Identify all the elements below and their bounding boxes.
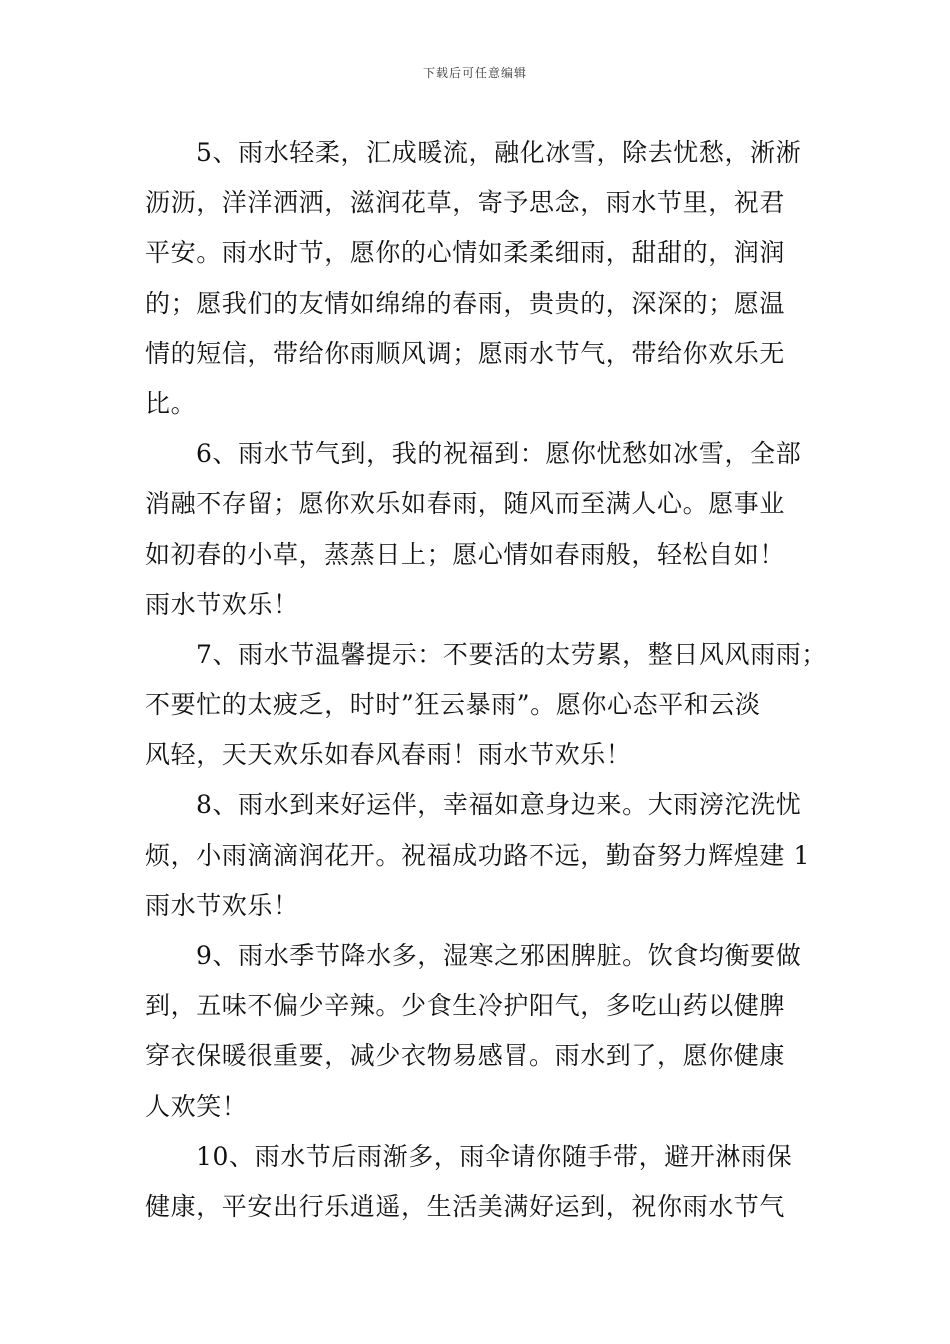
text-line: 雨水节欢乐！	[145, 589, 299, 619]
text-line: 6、雨水节气到，我的祝福到：愿你忧愁如冰雪，全部	[196, 439, 802, 469]
text-line: 9、雨水季节降水多，湿寒之邪困脾脏。饮食均衡要做	[196, 941, 802, 970]
text-line: 健康，平安出行乐逍遥，生活美满好运到，祝你雨水节气	[145, 1191, 786, 1221]
text-line: 比。	[145, 388, 197, 418]
text-line: 不要忙的太疲乏，时时”狂云暴雨”。愿你心态平和云淡	[145, 690, 761, 720]
text-line: 风轻，天天欢乐如春风春雨！雨水节欢乐！	[145, 740, 632, 770]
paragraph-8	[145, 780, 825, 931]
text-line: 5、雨水轻柔，汇成暖流，融化冰雪，除去忧愁，淅淅	[196, 138, 802, 167]
text-line: 如初春的小草，蒸蒸日上；愿心情如春雨般，轻松自如！	[145, 539, 786, 569]
paragraph-5	[145, 128, 825, 429]
text-line: 沥沥，洋洋洒洒，滋润花草，寄予思念，雨水节里，祝君	[145, 188, 786, 218]
text-line: 人欢笑！	[145, 1091, 248, 1121]
text-line: 情的短信，带给你雨顺风调；愿雨水节气，带给你欢乐无	[145, 338, 786, 368]
paragraph-9	[145, 931, 825, 1132]
text-line: 雨水节欢乐！	[145, 890, 299, 920]
text-line: 平安。雨水时节，愿你的心情如柔柔细雨，甜甜的，润润	[145, 238, 786, 268]
text-line: 的；愿我们的友情如绵绵的春雨，贵贵的，深深的；愿温	[145, 288, 786, 318]
page-header: 下载后可任意编辑	[422, 66, 527, 80]
text-line: 消融不存留；愿你欢乐如春雨，随风而至满人心。愿事业	[145, 489, 786, 519]
text-line: 7、雨水节温馨提示：不要活的太劳累，整日风风雨雨；	[196, 639, 827, 669]
document-body	[145, 128, 825, 1232]
paragraph-10	[145, 1132, 825, 1232]
text-line: 到，五味不偏少辛辣。少食生冷护阳气，多吃山药以健脾	[145, 991, 786, 1021]
text-line: 烦，小雨滴滴润花开。祝福成功路不远，勤奋努力辉煌建 1	[145, 840, 811, 870]
text-line: 穿衣保暖很重要，减少衣物易感冒。雨水到了，愿你健康	[145, 1041, 786, 1071]
text-line: 10、雨水节后雨渐多，雨伞请你随手带，避开淋雨保	[196, 1141, 793, 1171]
text-line: 8、雨水到来好运伴，幸福如意身边来。大雨滂沱洗忧	[196, 790, 802, 820]
paragraph-6	[145, 429, 825, 630]
paragraph-7	[145, 630, 825, 781]
